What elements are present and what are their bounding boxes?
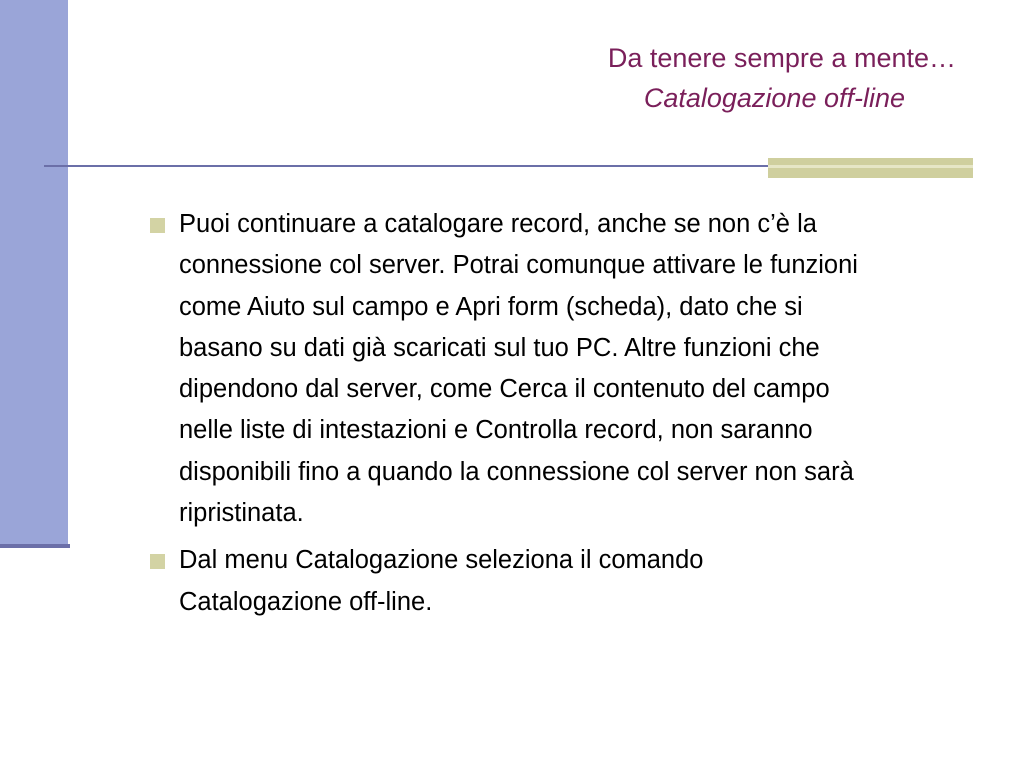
olive-accent-bar-line <box>768 165 973 168</box>
square-bullet-icon <box>150 554 165 569</box>
bullet-text: Puoi continuare a catalogare record, anche se non c’è la connessione col server. Potrai comunque attivare le funzioni come Aiuto sul campo e Apri form (scheda), dato che si basano su dati già scaricati sul tuo PC. Altre funzioni che dipendono dal server, come Cerca il contenuto del campo nelle liste di intestazioni e Controlla record, non saranno disponibili fino a quando la connessione col server non sarà ripristinata. <box>179 210 858 528</box>
slide-body <box>148 204 868 629</box>
slide-subtitle: Catalogazione off-line <box>643 83 905 113</box>
bullet-text: Dal menu Catalogazione seleziona il comando Catalogazione off-line. <box>179 546 704 616</box>
bullet-item <box>148 204 868 534</box>
slide-title: Da tenere sempre a mente… <box>607 43 956 73</box>
square-bullet-icon <box>150 218 165 233</box>
left-accent-bar <box>0 0 68 546</box>
bullet-item <box>148 540 868 623</box>
olive-accent-bar <box>768 158 973 178</box>
left-accent-bar-edge <box>0 544 70 548</box>
title-block <box>608 38 956 118</box>
title-divider <box>44 165 774 167</box>
